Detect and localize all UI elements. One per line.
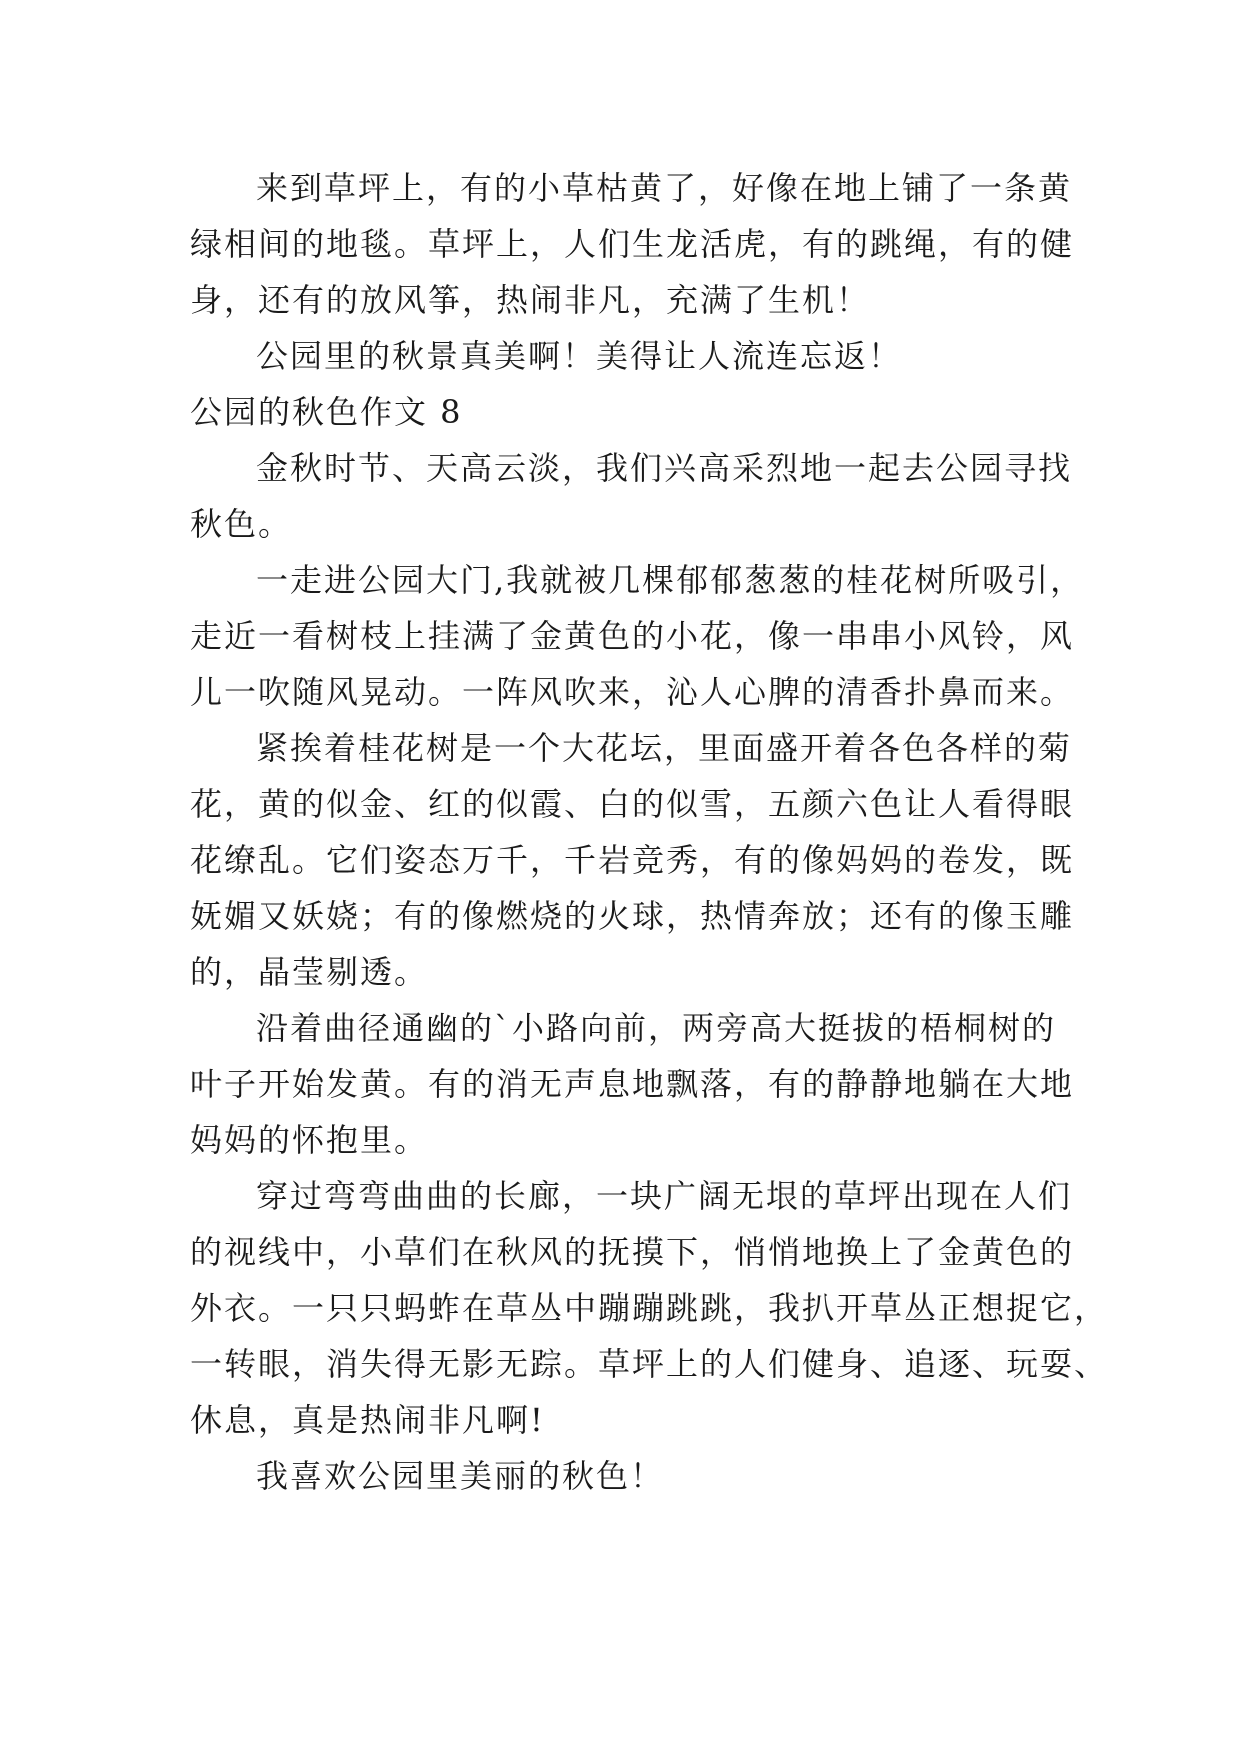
paragraph-6 — [190, 1000, 1075, 1168]
paragraph-line: 金秋时节、天高云淡，我们兴高采烈地一起去公园寻找 — [256, 449, 1073, 487]
paragraph-line: 秋色。 — [190, 505, 293, 543]
paragraph-line: 公园里的秋景真美啊！美得让人流连忘返！ — [256, 337, 903, 375]
paragraph-line: 一走进公园大门,我就被几棵郁郁葱葱的桂花树所吸引， — [256, 561, 1085, 599]
paragraph-5 — [190, 720, 1075, 1000]
paragraph-line: 的视线中，小草们在秋风的抚摸下，悄悄地换上了金黄色的 — [190, 1233, 1075, 1271]
paragraph-line: 花缭乱。它们姿态万千，千岩竞秀，有的像妈妈的卷发，既 — [190, 841, 1075, 879]
paragraph-line: 的，晶莹剔透。 — [190, 953, 429, 991]
paragraph-line: 一转眼，消失得无影无踪。草坪上的人们健身、追逐、玩耍、 — [190, 1345, 1109, 1383]
paragraph-line: 穿过弯弯曲曲的长廊，一块广阔无垠的草坪出现在人们 — [256, 1177, 1073, 1215]
paragraph-4 — [190, 552, 1085, 720]
paragraph-7 — [190, 1168, 1109, 1448]
paragraph-line: 叶子开始发黄。有的消无声息地飘落，有的静静地躺在大地 — [190, 1065, 1075, 1103]
paragraph-8 — [190, 1448, 1070, 1504]
paragraph-line: 外衣。一只只蚂蚱在草丛中蹦蹦跳跳，我扒开草丛正想捉它， — [190, 1289, 1109, 1327]
paragraph-2 — [190, 328, 1070, 384]
paragraph-line: 我喜欢公园里美丽的秋色！ — [256, 1457, 665, 1495]
paragraph-line: 休息，真是热闹非凡啊! — [190, 1401, 545, 1439]
section-heading — [190, 384, 1070, 440]
paragraph-line: 走近一看树枝上挂满了金黄色的小花，像一串串小风铃，风 — [190, 617, 1075, 655]
paragraph-line: 来到草坪上，有的小草枯黄了，好像在地上铺了一条黄 — [256, 169, 1073, 207]
paragraph-line: 花，黄的似金、红的似霞、白的似雪，五颜六色让人看得眼 — [190, 785, 1075, 823]
paragraph-line: 妩媚又妖娆；有的像燃烧的火球，热情奔放；还有的像玉雕 — [190, 897, 1075, 935]
paragraph-line: 绿相间的地毯。草坪上，人们生龙活虎，有的跳绳，有的健 — [190, 225, 1075, 263]
paragraph-line: 沿着曲径通幽的`小路向前，两旁高大挺拔的梧桐树的 — [256, 1009, 1057, 1047]
paragraph-line: 妈妈的怀抱里。 — [190, 1121, 429, 1159]
paragraph-line: 儿一吹随风晃动。一阵风吹来，沁人心脾的清香扑鼻而来。 — [190, 673, 1075, 711]
paragraph-line: 紧挨着桂花树是一个大花坛，里面盛开着各色各样的菊 — [256, 729, 1073, 767]
heading-line: 公园的秋色作文 8 — [190, 393, 463, 431]
paragraph-line: 身，还有的放风筝，热闹非凡，充满了生机！ — [190, 281, 871, 319]
paragraph-3 — [190, 440, 1073, 552]
document-body — [190, 160, 1109, 1504]
paragraph-1 — [190, 160, 1075, 328]
